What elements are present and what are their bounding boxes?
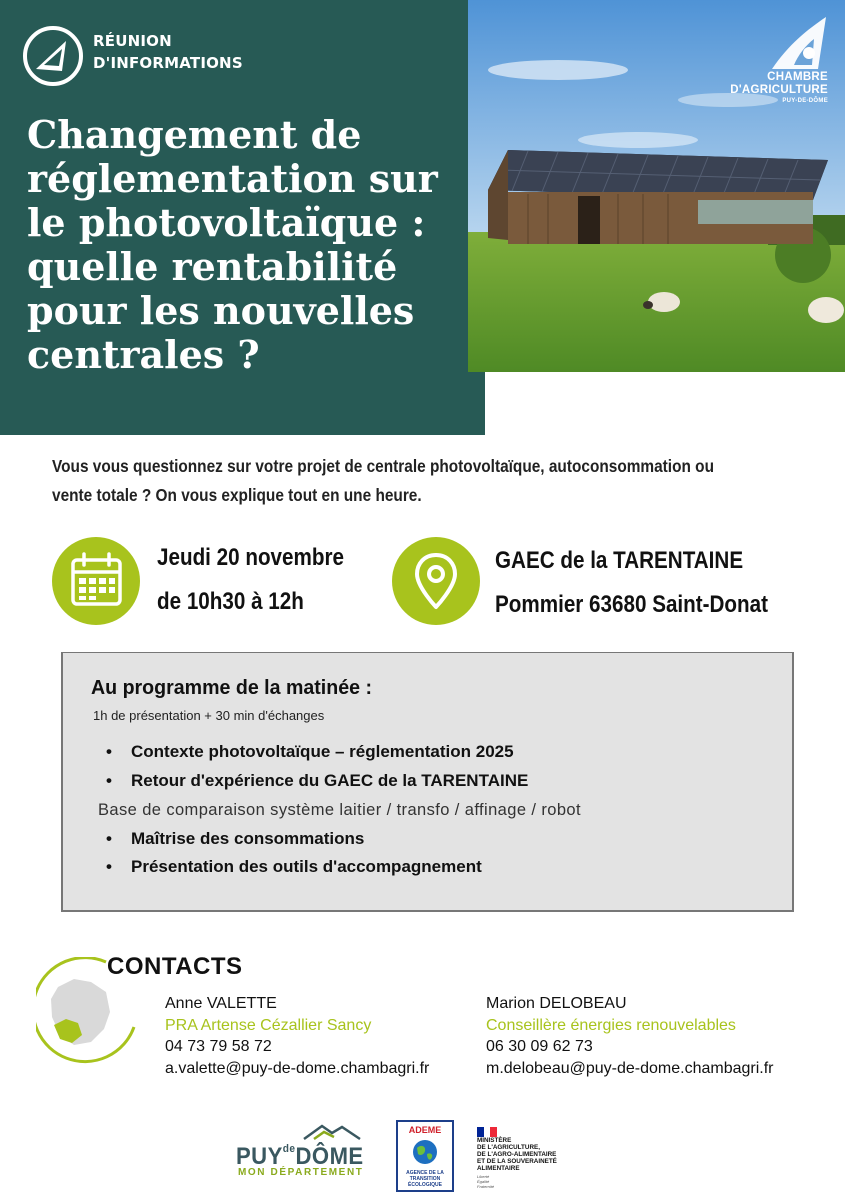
program-title: Au programme de la matinée :	[91, 677, 373, 699]
pdd-word-part: DÔME	[295, 1143, 364, 1170]
contact-name: Anne VALETTE	[165, 995, 277, 1012]
pdd-subtitle: MON DÉPARTEMENT	[238, 1167, 364, 1178]
program-item-text: Contexte photovoltaïque – réglementation 2025	[131, 742, 514, 761]
contact-card	[486, 993, 774, 1079]
pdd-word-part: PUY	[236, 1143, 283, 1170]
program-item	[111, 857, 482, 877]
ministry-line: ET DE LA SOUVERAINETÉ	[477, 1158, 557, 1165]
contact-phone[interactable]: 04 73 79 58 72	[165, 1038, 272, 1055]
contact-role: Conseillère énergies renouvelables	[486, 1016, 736, 1034]
program-box	[61, 653, 794, 912]
puy-de-dome-logo	[236, 1123, 376, 1183]
ademe-wordmark: ADEME	[408, 1125, 442, 1135]
title-line: Changement de	[27, 112, 362, 157]
contact-email[interactable]: m.delobeau@puy-de-dome.chambagri.fr	[486, 1059, 774, 1077]
ministry-line: MINISTÈRE	[477, 1137, 512, 1144]
ministry-line: DE L'AGRO-ALIMENTAIRE	[477, 1151, 557, 1158]
location-name: GAEC de la TARENTAINE	[495, 547, 744, 574]
ademe-subtitle-line: ÉCOLOGIQUE	[408, 1182, 442, 1188]
title-line: centrales ?	[27, 332, 260, 377]
title-line: quelle rentabilité	[27, 244, 398, 289]
program-item-text: Présentation des outils d'accompagnement	[131, 857, 482, 876]
mountain-icon	[302, 1123, 362, 1141]
program-item-text: Retour d'expérience du GAEC de la TARENTAINE	[131, 771, 529, 790]
program-note: Base de comparaison système laitier / transfo / affinage / robot	[98, 801, 581, 819]
chamber-agriculture-logo	[728, 15, 828, 106]
ministry-line: ALIMENTAIRE	[477, 1165, 520, 1172]
meeting-tag-line: RÉUNION	[93, 32, 172, 50]
contacts-heading: CONTACTS	[107, 953, 243, 980]
event-time-line: de 10h30 à 12h	[157, 588, 304, 615]
program-subtitle: 1h de présentation + 30 min d'échanges	[93, 708, 325, 723]
chamber-mark-icon	[768, 15, 828, 71]
page-title	[27, 113, 467, 377]
event-date	[157, 536, 344, 624]
location-badge	[392, 537, 480, 625]
contact-email[interactable]: a.valette@puy-de-dome.chambagri.fr	[165, 1059, 430, 1077]
motto-line: Égalité	[477, 1179, 490, 1184]
french-flag-icon	[477, 1127, 497, 1137]
title-line: le photovoltaïque :	[27, 200, 426, 245]
contact-card	[165, 993, 429, 1079]
program-item-text: Maîtrise des consommations	[131, 829, 365, 848]
meeting-tag-line: D'INFORMATIONS	[93, 54, 243, 72]
event-date-line: Jeudi 20 novembre	[157, 544, 344, 571]
pdd-word-part: de	[282, 1143, 296, 1155]
ministry-logo	[477, 1124, 587, 1194]
ademe-subtitle	[400, 1170, 450, 1188]
chamber-name-line: D'AGRICULTURE	[730, 84, 828, 96]
contact-phone[interactable]: 06 30 09 62 73	[486, 1038, 593, 1055]
ministry-motto	[477, 1174, 494, 1189]
ademe-subtitle-line: AGENCE DE LA	[406, 1170, 444, 1176]
program-item	[111, 742, 514, 762]
meeting-logo-icon	[22, 25, 84, 87]
meeting-tag	[93, 30, 243, 74]
event-location	[495, 539, 768, 627]
ministry-line: DE L'AGRICULTURE,	[477, 1144, 540, 1151]
ministry-name	[477, 1137, 587, 1172]
globe-icon	[412, 1138, 438, 1166]
program-item	[111, 829, 364, 849]
title-line: réglementation sur	[27, 156, 438, 201]
chamber-name-line: CHAMBRE	[767, 71, 828, 83]
contact-name: Marion DELOBEAU	[486, 995, 627, 1012]
calendar-badge	[52, 537, 140, 625]
location-address: Pommier 63680 Saint-Donat	[495, 591, 768, 618]
chamber-department: PUY-DE-DÔME	[782, 98, 828, 104]
location-pin-icon	[392, 537, 480, 625]
header-banner	[0, 0, 485, 435]
contact-role: PRA Artense Cézallier Sancy	[165, 1016, 372, 1034]
motto-line: Fraternité	[477, 1184, 495, 1189]
ademe-subtitle-line: TRANSITION	[409, 1176, 441, 1182]
calendar-icon	[52, 537, 140, 625]
intro-text: Vous vous questionnez sur votre projet de centrale photovoltaïque, autoconsommation ou vente totale ? On vous explique tout en une heure.	[52, 456, 714, 505]
motto-line: Liberté	[477, 1174, 490, 1179]
program-item	[111, 771, 528, 791]
title-line: pour les nouvelles	[27, 288, 415, 333]
ademe-logo	[396, 1120, 454, 1192]
